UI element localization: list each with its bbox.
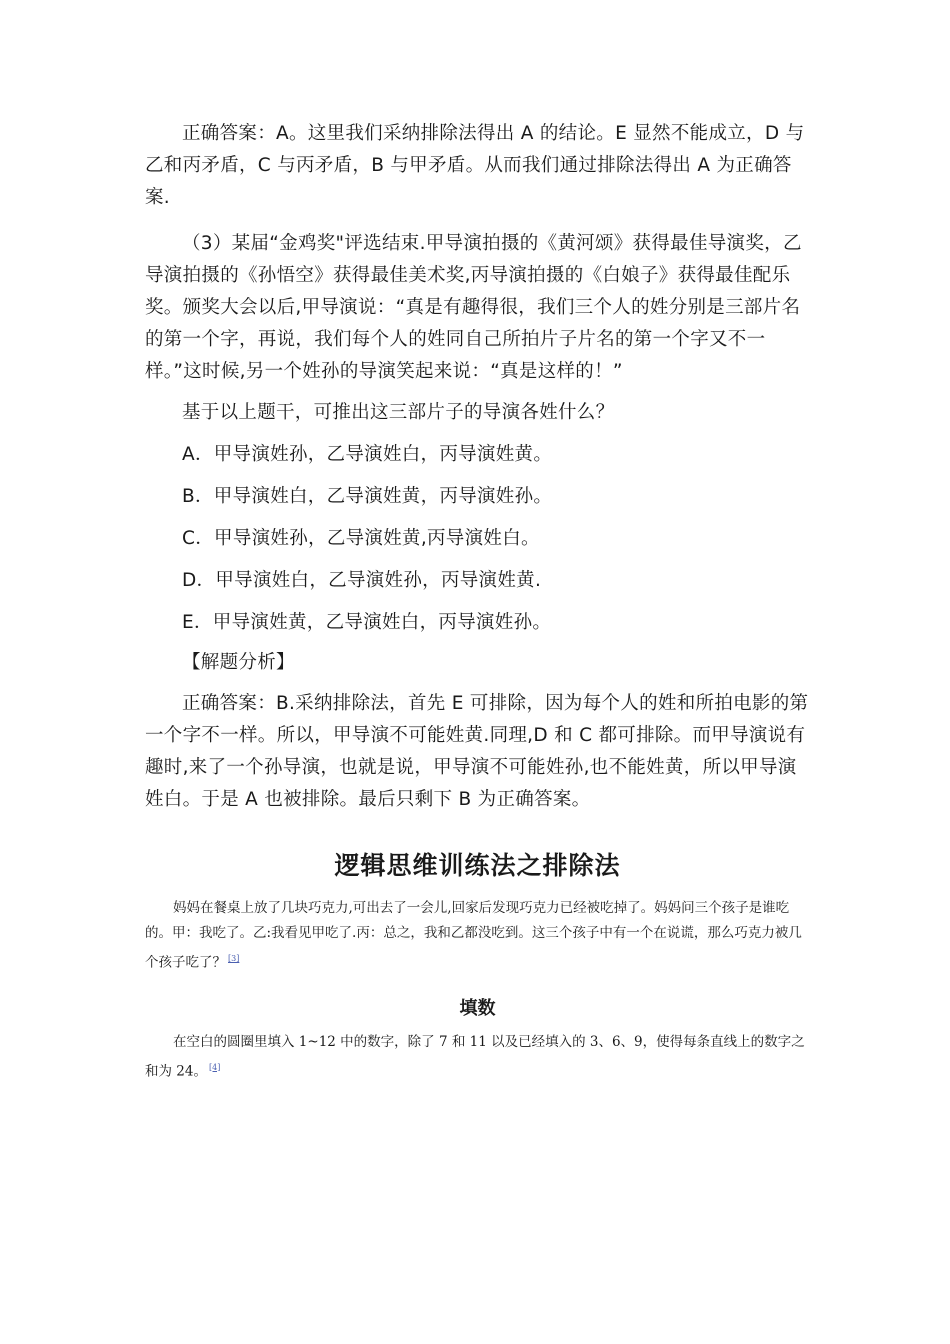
option-b: B．甲导演姓白，乙导演姓黄，丙导演姓孙。 <box>182 486 553 507</box>
option-c: C．甲导演姓孙，乙导演姓黄,丙导演姓白。 <box>182 528 540 549</box>
fill-numbers-text: 在空白的圆圈里填入 1~12 中的数字，除了 7 和 11 以及已经填入的 3、6、9，使得每条直线上的数字之和为 24。 <box>145 1033 805 1079</box>
footnote-link-4[interactable]: [4] <box>208 1062 221 1072</box>
footnote-link-3[interactable]: [3] <box>228 954 240 963</box>
fill-numbers-puzzle <box>145 1030 810 1085</box>
analysis-label: 【解题分析】 <box>182 652 295 673</box>
section-title: 逻辑思维训练法之排除法 <box>334 851 621 880</box>
chocolate-puzzle-text: 妈妈在餐桌上放了几块巧克力,可出去了一会儿,回家后发现巧克力已经被吃掉了。妈妈问三个孩子是谁吃的。甲：我吃了。乙:我看见甲吃了.丙：总之，我和乙都没吃到。这三个孩子中有一个在说谎，那么巧克力被几个孩子吃了？ <box>145 900 802 971</box>
fill-numbers-title: 填数 <box>459 997 496 1019</box>
question-3-paragraph: （3）某届“金鸡奖"评选结束.甲导演拍摄的《黄河颂》获得最佳导演奖，乙导演拍摄的《孙悟空》获得最佳美术奖,丙导演拍摄的《白娘子》获得最佳配乐奖。颁奖大会以后,甲导演说：“真是有趣得很，我们三个人的姓分别是三部片名的第一个字，再说，我们每个人的姓同自己所拍片子片名的第一个字又不一样。”这时候,另一个姓孙的导演笑起来说：“真是这样的！” <box>145 233 802 382</box>
document-page <box>145 118 810 1084</box>
answer-paragraph-prev: 正确答案：A。这里我们采纳排除法得出 A 的结论。E 显然不能成立，D 与乙和丙矛盾，C 与丙矛盾，B 与甲矛盾。从而我们通过排除法得出 A 为正确答案. <box>145 123 805 208</box>
option-d: D．甲导演姓白，乙导演姓孙，丙导演姓黄. <box>182 570 542 591</box>
question-prompt: 基于以上题干，可推出这三部片子的导演各姓什么？ <box>182 402 615 423</box>
option-a: A．甲导演姓孙，乙导演姓白，丙导演姓黄。 <box>182 444 553 465</box>
chocolate-puzzle <box>145 896 810 976</box>
answer-paragraph-3: 正确答案：B.采纳排除法，首先 E 可排除，因为每个人的姓和所拍电影的第一个字不一样。所以，甲导演不可能姓黄.同理,D 和 C 都可排除。而甲导演说有趣时,来了一个孙导演，也就是说，甲导演不可能姓孙,也不能姓黄，所以甲导演姓白。于是 A 也被排除。最后只剩下 B 为正确答案。 <box>145 693 809 810</box>
option-e: E．甲导演姓黄，乙导演姓白，丙导演姓孙。 <box>182 612 552 633</box>
